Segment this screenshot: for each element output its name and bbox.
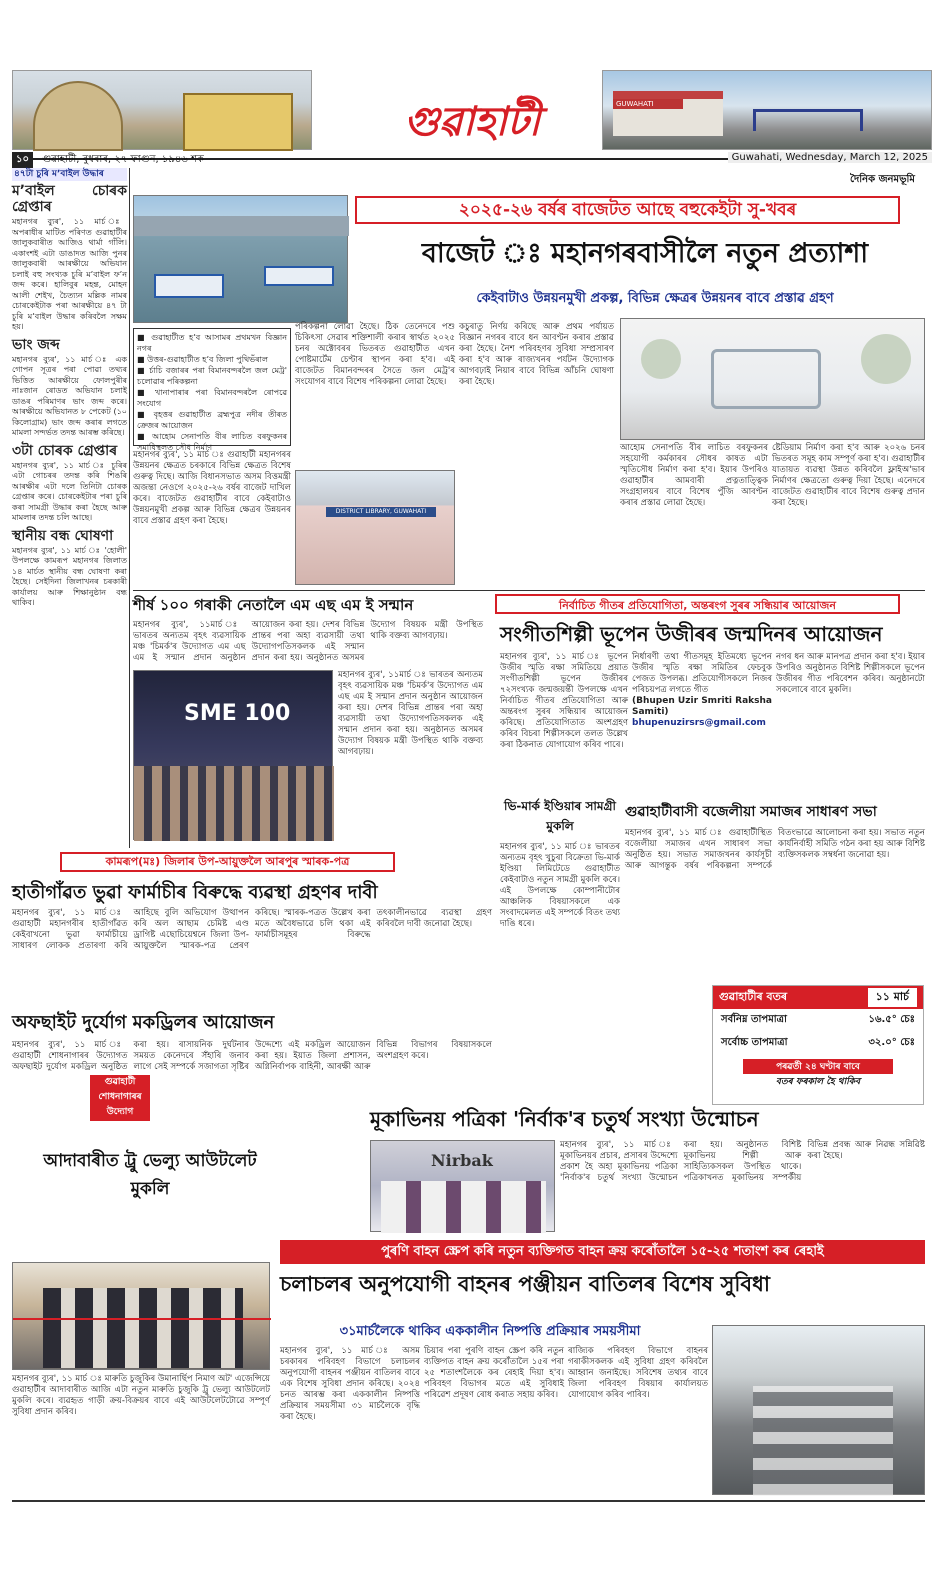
people-group-shape	[43, 1288, 243, 1368]
memorial-structure-shape	[711, 349, 821, 409]
refinery-badge: গুৱাহাটী শোধনাগাৰৰ উদ্যোগ	[90, 1075, 150, 1121]
tree-shape	[861, 334, 911, 384]
date-line-local	[12, 152, 204, 169]
budget-subheadline: কেইবাটাও উন্নয়নমুখী প্ৰকল্প, বিভিন্ন ক্ষেত্ৰৰ উন্নয়নৰ বাবে প্ৰস্তাৱ গ্ৰহণ	[476, 291, 834, 306]
date-local: গুৱাহাটী, বুধবাৰ, ২৭ ফাগুন, ১৯৪৬ শক	[42, 154, 204, 165]
budget-bullet: ■ খানাপাৰাৰ পৰা বিমানবন্দৰলৈ ৰোপৱে সংযোগ	[137, 388, 287, 408]
left-headline-2: ভাং জব্দ	[12, 336, 60, 353]
station-sign: GUWAHATI	[613, 99, 683, 109]
music-society-name: (Bhupen Uzir Smriti Raksha Samiti)	[632, 696, 772, 717]
vehicle-subheadline: ৩১মাৰ্চলৈকে থাকিব এককালীন নিষ্পত্তি প্ৰক্ৰিয়াৰ সময়সীমা	[339, 1324, 641, 1339]
budget-banner	[355, 196, 900, 224]
budget-body-3: কচুৰাতু নিৰ্ণয় কৰিছে আৰু প্ৰথম পৰ্যায়ত বিজ্ঞান নগৰৰ বাবে ধন আবণ্টন কৰাৰ প্ৰস্তাৱ কৰা হৈছে। নৈশ পৰিবহণৰ সুবিধা সম্প্ৰসাৰণ কৰা হ'ব আৰু ৰাজ্যখনৰ পৰ্যটন উদ্যোগক আগবঢ়াই নিয়াৰ বাবে বিভিন্ন আঁচনি ঘোষণা কৰা হৈছে।	[459, 322, 614, 387]
sme-body: মহানগৰ ব্যুৰ', ১১মাৰ্চ ঃ ভাৰতৰ অন্যতম বৃহৎ ব্যৱসায়িক মঞ্চ 'চিমৰ্ক'ৰ উদ্যোগত এম এছ এম ই সন্মান প্ৰদান অনুষ্ঠান আয়োজন কৰা হয়। দেশৰ বিভিন্ন প্ৰান্তৰ পৰা অহা ব্যৱসায়ী তথা উদ্যোগপতিসকলক এই সন্মান প্ৰদান কৰা হয়। অনুষ্ঠানত অসমৰ উদ্যোগ বিষয়ক মন্ত্ৰী উপস্থিত থাকি বক্তব্য আগবঢ়ায়।	[133, 620, 483, 663]
left-tag-1: ৪৭টা চুৰি মʼবাইল উদ্ধাৰ	[12, 168, 127, 181]
kamrup-banner: কামৰূপ(মঃ) জিলাৰ উপ-আয়ুক্তলৈ আৰপুৰ স্মাৰক-পত্ৰ	[60, 852, 395, 872]
vehicle-headline: চলাচলৰ অনুপযোগী বাহনৰ পঞ্জীয়ন বাতিলৰ বিশেষ সুবিধা	[280, 1272, 770, 1296]
music-body-1: মহানগৰ ব্যুৰ', ১১ মাৰ্চ ঃ ভূপেন উজীৰ স্মৃতি ৰক্ষা সমিতিয়ে প্ৰয়াত সংগীতশিল্পী ভূপেন উজীৰৰ ৭২সংখ্যক জন্মজয়ন্তী উপলক্ষে এখন নিৰ্বাচিত গীতৰ প্ৰতিযোগিতা আৰু অন্তৰংগ সুৰৰ সন্ধিয়াৰ আয়োজন কৰিছে। প্ৰতিযোগিতাত অংশগ্ৰহণ কৰিব বিচৰা শিল্পীসকলে তলত উল্লেখ কৰা ঠিকনাত যোগাযোগ কৰিব পাৰে।	[500, 652, 628, 750]
adabari-body: মহানগৰ ব্যুৰ', ১১ মাৰ্চ ঃ মাৰুতি চুজুকিৰ উমানাৰ্ছিপ নিমাণ অট' এজেন্সিয়ে গুৱাহাটীৰ আদাবাৰীত আজি এটা নতুন মাৰুতি চুজুকি ট্ৰু ভেল্যু আউটলেট মুকলি কৰে। ব্যৱহৃত গাড়ী ক্ৰয়-বিক্ৰয়ৰ বাবে এই আউটলেটটোৱে সম্পূৰ্ণ সুবিধা প্ৰদান কৰিব।	[12, 1374, 270, 1417]
vehicle-banner: পুৰণি বাহন স্ক্ৰেপ কৰি নতুন ব্যক্তিগত বাহন ক্ৰয় কৰোঁতালৈ ১৫-২৫ শতাংশ কৰ ৰেহাই	[280, 1240, 925, 1264]
weather-max-label: সৰ্বোচ্চ তাপমাত্ৰা	[721, 1037, 788, 1048]
date-english: Guwahati, Wednesday, March 12, 2025	[728, 152, 932, 163]
weather-min-row	[713, 1009, 923, 1032]
nirbak-headline: মূকাভিনয় পত্ৰিকা 'নিৰ্বাক'ৰ চতুৰ্থ সংখ্যা উন্মোচন	[370, 1107, 759, 1131]
budget-bullet: ■ উত্তৰ-গুৱাহাটীত হʼব জিলা পুথিভঁৰাল	[137, 355, 268, 364]
left-headline-1: মʼবাইল চোৰক গ্ৰেপ্তাৰ	[12, 183, 127, 215]
budget-highlights-box	[133, 328, 291, 452]
masthead-gate-photo	[12, 70, 312, 150]
weather-max-value: ৩২.০° চেঃ	[868, 1037, 915, 1048]
university-gate-shape	[183, 93, 293, 151]
sme-body-cont: মহানগৰ ব্যুৰ', ১১মাৰ্চ ঃ ভাৰতৰ অন্যতম বৃহৎ ব্যৱসায়িক মঞ্চ 'চিমৰ্ক'ৰ উদ্যোগত এম এছ এম ই সন্মান প্ৰদান অনুষ্ঠান আয়োজন কৰা হয়। দেশৰ বিভিন্ন প্ৰান্তৰ পৰা অহা ব্যৱসায়ী তথা উদ্যোগপতিসকলক এই সন্মান প্ৰদান কৰা হয়। অনুষ্ঠানত অসমৰ উদ্যোগ বিষয়ক মন্ত্ৰী উপস্থিত থাকি বক্তব্য আগবঢ়ায়।	[338, 670, 483, 757]
weather-min-label: সৰ্বনিম্ন তাপমাত্ৰা	[721, 1014, 787, 1025]
sme-headline: শীৰ্ষ ১০০ গৰাকী নেতালৈ এম এছ এম ই সন্মান	[133, 596, 414, 614]
left-body-1: মহানগৰ ব্যুৰ', ১১ মাৰ্চ ঃ অপৰাধীৰ মাটিত পৰিণত গুৱাহাটীৰ জালুকবাৰীত আজিও থাৰ্মা গাঁলি। একাংশই এটা ডাঙাদত আজি পুনৰ জালুকবাৰী আৰক্ষীয়ে অভিযান চলাই বহু সংখ্যক চুৰি মʼবাইল ফʼন জব্দ কৰে। হালিবুৰ মহন্ত, মোহন আলী শেইখ, চৈত্য্যন মল্লিক নামৰ চোৰকেইটাক পৰা আৰক্ষীয়ে ৪৭ টা চুৰি মʼবাইল উদ্ধাৰ কৰিবলৈ সক্ষম হয়।	[12, 217, 127, 331]
weather-forecast-label: পৰৱৰ্তী ২৪ ঘণ্টাৰ বাবে	[743, 1059, 893, 1074]
station-building-shape	[613, 91, 723, 136]
vehicle-body-3: ৰাজ্যিক পৰিবহণ বিভাগে বাহনৰ গৰাকীসকলক এই সুবিধা গ্ৰহণ কৰিবলৈ আহ্বান জনাইছে। সবিশেষ তথ্যৰ বাবে জিলা পৰিবহণ বিষয়াৰ কাৰ্যালয়ত যোগাযোগ কৰিব পাৰিব।	[568, 1346, 708, 1400]
budget-bullet: ■ গুৱাহাটীত হʼব আসামৰ প্ৰথমখন বিজ্ঞান নগৰ	[137, 333, 287, 353]
vehicle-body-1: মহানগৰ ব্যুৰ', ১১ মাৰ্চ ঃ অসম চৰকাৰৰ পৰিবহণ বিভাগে চলাচলৰ অনুপযোগী বাহনৰ পঞ্জীয়ন বাতিলৰ বাবে এক বিশেষ সুবিধা প্ৰদান কৰিছে। ২০২৪ চনত আৰম্ভ কৰা এককালীন নিষ্পত্তি প্ৰক্ৰিয়াৰ সময়সীমা ৩১ মাৰ্চলৈকে বৃদ্ধি কৰা হৈছে।	[280, 1346, 420, 1422]
page-number: ১০	[12, 152, 33, 169]
column-divider	[129, 168, 130, 848]
masthead	[12, 70, 932, 165]
ferry-shape-2	[264, 266, 334, 286]
budget-banner-text: ২০২৫-২৬ বৰ্ষৰ বাজেটত আছে বহুকেইটা সু-খবৰ	[458, 200, 797, 220]
vmart-headline: ভি-মাৰ্ক ইণ্ডিয়াৰ সামগ্ৰী মুকলি	[504, 799, 616, 833]
budget-body-4: আহোম সেনাপতি বীৰ লাচিত বৰফুকনৰ সহযোগী কৰ্মকাৰৰ সৌধৰ কাষত এটা স্মৃতিসৌধ নিৰ্মাণ কৰা হ'ব। ইয়াৰ উপৰিও গুৱাহাটীৰ আমবাৰী প্ৰত্নতাত্ত্বিক সংগ্ৰহালয়ৰ বাবে বিশেষ পুঁজি আবণ্টন কৰাৰ প্ৰস্তাৱ লোৱা হৈছে।	[620, 443, 768, 508]
sme-award-photo	[133, 670, 333, 840]
budget-headline: বাজেট ঃ মহানগৰবাসীলৈ নতুন প্ৰত্যাশা	[421, 238, 869, 269]
bajali-body: মহানগৰ ব্যুৰ', ১১ মাৰ্চ ঃ গুৱাহাটীস্থিত বজেলীয়া সমাজৰ এখন সাধাৰণ সভা অনুষ্ঠিত হয়। সভাত সমাজখনৰ কাৰ্যসূচী আৰু আগন্তুক বৰ্ষৰ পৰিকল্পনা সম্পৰ্কে বিতংভাৱে আলোচনা কৰা হয়। সভাত নতুন কাৰ্যনিৰ্বাহী সমিতি গঠন কৰা হয় আৰু বিশিষ্ট ব্যক্তিসকলক সম্বৰ্ধনা জনোৱা হয়।	[625, 828, 925, 871]
budget-body-2: পৰিকল্পনা লোৱা হৈছে। ঠিক তেনেদৰে পশু চিকিৎসা সেৱাৰ শক্তিশালী কৰাৰ স্বাৰ্থত ২০২৫ চনৰ অক্টোবৰৰ ভিতৰত গুৱাহাটীত এখন পোষ্টমাৰ্টেম চেণ্টাৰ স্থাপন কৰা হ'ব। এই বাজেটত বিমানবন্দৰৰ সৈতে জল মেট্ৰ'ৰ সংযোগৰ বাবে বিশেষ পৰিকল্পনা লোৱা হৈছে।	[295, 322, 455, 387]
music-body-2-block	[632, 652, 772, 797]
masthead-city-photo	[602, 70, 932, 150]
left-body-4: মহানগৰ ব্যুৰ', ১১ মাৰ্চ ঃ 'হোলী' উপলক্ষে কামৰূপ মহানগৰ জিলাত ১৪ মাৰ্চত স্থানীয় বন্ধ ঘোষণা কৰা হৈছে। সেইদিনা জিলাখনৰ চৰকাৰী কাৰ্যালয় আৰু শিক্ষানুষ্ঠান বন্ধ থাকিব।	[12, 545, 127, 607]
music-headline: সংগীতশিল্পী ভূপেন উজীৰৰ জন্মদিনৰ আয়োজন	[500, 622, 883, 646]
traffic-road-photo	[712, 1325, 925, 1495]
bajali-headline: গুৱাহাটীবাসী বজেলীয়া সমাজৰ সাধাৰণ সভা	[625, 804, 877, 820]
section-divider	[133, 590, 925, 591]
hatigaon-body: মহানগৰ ব্যুৰ', ১১ মাৰ্চ ঃ গুৱাহাটী মহানগৰীৰ হাতীগাঁৱত কেইবাখনো ভুৱা ফাৰ্মাচীয়ে সাধাৰণ লোকক প্ৰতাৰণা কৰি আহিছে বুলি অভিযোগ উত্থাপন কৰি অল আছাম চেমিষ্ট এণ্ড ড্ৰাগিষ্ট এছোচিয়েশ্বনে জিলা উপ-আয়ুক্তলৈ স্মাৰক-পত্ৰ প্ৰেৰণ কৰিছে। স্মাৰক-পত্ৰত উল্লেখ কৰা মতে অবৈধভাৱে চলি থকা এই ফাৰ্মাচীসমূহৰ বিৰুদ্ধে তৎকালীনভাৱে ব্যৱস্থা গ্ৰহণ কৰিবলৈ দাবী জনোৱা হৈছে।	[12, 908, 492, 951]
showroom-inauguration-photo	[12, 1262, 270, 1370]
tree-shape	[641, 339, 681, 379]
budget-bullet: ■ ৰ্চাচি বজাৰৰ পৰা বিমানবন্দৰলৈ জল মেট্ৰ' চলোৱাৰ পৰিকল্পনা	[137, 366, 287, 386]
weather-date: ১১ মাৰ্চ	[868, 988, 917, 1007]
music-email-link[interactable]: bhupenuzirsrs@gmail.com	[632, 718, 766, 728]
people-group-shape	[381, 1181, 546, 1233]
nirbak-body: মহানগৰ ব্যুৰ', ১১ মাৰ্চ ঃ মূকাভিনয়ৰ প্ৰচাৰ, প্ৰসাৰৰ উদ্দেশ্যে প্ৰকাশ হৈ অহা মূকাভিনয় পত্ৰিকা 'নিৰ্বাক'ৰ চতুৰ্থ সংখ্যা উন্মোচন কৰা হয়। অনুষ্ঠানত বিশিষ্ট মূকাভিনয় শিল্পী আৰু সাহিত্যিকসকল উপস্থিত থাকে। পত্ৰিকাখনত মূকাভিনয় সম্পৰ্কীয় বিভিন্ন প্ৰবন্ধ আৰু নিৱন্ধ সন্নিৱিষ্ট কৰা হৈছে।	[560, 1140, 925, 1183]
weather-min-value: ১৬.৫° চেঃ	[868, 1014, 915, 1025]
offsite-drill-body: মহানগৰ ব্যুৰ', ১১ মাৰ্চ ঃ গুৱাহাটী শোধনাগাৰৰ উদ্যোগত অফছাইট দুৰ্যোগ মকড্ৰিল অনুষ্ঠিত কৰা হয়। ৰাসায়নিক দুৰ্ঘটনাৰ সময়ত কেনেদৰে সঁহাৰি জনাব লাগে সেই সম্পৰ্কে সজাগতা সৃষ্টিৰ উদ্দেশ্যে এই মকড্ৰিল আয়োজন কৰা হয়। ইয়াত জিলা প্ৰশাসন, অগ্নিনিৰ্বাপক বাহিনী, আৰক্ষী আৰু বিভিন্ন বিভাগৰ বিষয়াসকলে অংশগ্ৰহণ কৰে।	[12, 1040, 492, 1072]
nirbak-launch-photo	[370, 1140, 555, 1232]
award-group-shape	[134, 766, 334, 841]
bridge-shape	[753, 109, 863, 131]
music-body-3: নগৰ ধন আৰু মানপত্ৰ প্ৰদান কৰা হ'ব। ইয়াৰ উপৰিও অনুষ্ঠানত বিশিষ্ট শিল্পীসকলে ভূপেন উজীৰৰ গীত পৰিবেশন কৰিব। অনুষ্ঠানটো সকলোৰে বাবে মুকলি।	[776, 652, 925, 695]
district-library-photo	[295, 470, 455, 585]
gate-arch-shape	[33, 81, 123, 151]
library-sign: DISTRICT LIBRARY, GUWAHATI	[326, 507, 436, 517]
vehicles-shape	[753, 1386, 893, 1496]
weather-title: গুৱাহাটীৰ বতৰ	[719, 990, 788, 1003]
brand-name: দৈনিক জনমভূমি	[850, 174, 915, 185]
weather-title-bar	[713, 986, 923, 1009]
skyline-shape	[134, 216, 349, 236]
sme-stage-banner: SME 100	[184, 701, 291, 726]
memorial-rendering-photo	[620, 318, 925, 440]
budget-body-5: ষ্টেডিয়াম নিৰ্মাণ কৰা হ'ব আৰু ২০২৬ চনৰ ভিতৰত সমূহ কাম সম্পূৰ্ণ কৰা হ'ব। গুৱাহাটীৰ যাতায়ত ব্যৱস্থা উন্নত কৰিবলৈ ফ্লাইঅ'ভাৰ নিৰ্মাণৰ ক্ষেত্ৰতো গুৰুত্ব দিয়া হৈছে। এনেদৰে বাজেটত গুৱাহাটীৰ বাবে বিশেষ গুৰুত্ব প্ৰদান কৰা হৈছে।	[772, 443, 925, 508]
left-headline-3: ৩টা চোৰক গ্ৰেপ্তাৰ	[12, 442, 118, 459]
music-banner: নিৰ্বাচিত গীতৰ প্ৰতিযোগিতা, অন্তৰংগ সুৰৰ সন্ধিয়াৰ আয়োজন	[495, 594, 900, 614]
weather-max-row	[713, 1032, 923, 1055]
hatigaon-headline: হাতীগাঁৱত ভুৱা ফাৰ্মাচীৰ বিৰুদ্ধে ব্যৱস্থা গ্ৰহণৰ দাবী	[12, 882, 378, 903]
newspaper-logo: গুৱাহাটী	[403, 98, 541, 145]
left-body-2: মহানগৰ ব্যুৰ', ১১ মাৰ্চ ঃ এক গোপন সূত্ৰৰ পৰা পোৱা তথ্যৰ ভিত্তিত আৰক্ষীয়ে ফোলপুৰীৰ নাঃজান ৰোডত অভিযান চলাই ডাঙৰ পৰিমাণৰ ভাং জব্দ কৰে। আৰক্ষীয়ে অভিযানত ৮ পেকেট (১০ কিলোগ্ৰাম) ভাং জব্দ কৰাৰ লগতে মামলা সন্দৰ্ভত তদন্ত আৰম্ভ কৰিছে।	[12, 354, 127, 437]
ferry-river-photo	[133, 195, 348, 323]
ribbon-shape	[13, 1318, 271, 1320]
left-headline-4: স্থানীয় বন্ধ ঘোষণা	[12, 527, 114, 544]
left-body-3: মহানগৰ ব্যুৰ', ১১ মাৰ্চ ঃ চুৰিৰ এটা গোচৰৰ তদন্ত কৰি শিঙৰি আৰক্ষীৰ এটা দলে তিনিটা চোৰক গ্ৰেপ্তাৰ কৰে। চোৰকেইটাৰ পৰা চুৰি কৰা সামগ্ৰী উদ্ধাৰ কৰা হৈছে আৰু মামলাৰ তদন্ত চলি আছে।	[12, 460, 127, 522]
budget-bullet: ■ আহোম সেনাপতি বীৰ লাচিত বৰফুকনৰ সমাধিস্থলত সৌধ নিৰ্মাণ	[137, 432, 287, 452]
budget-body-1: মহানগৰ ব্যুৰ', ১১ মাৰ্চ ঃ গুৱাহাটী মহানগৰৰ উন্নয়নৰ ক্ষেত্ৰত চৰকাৰে বিভিন্ন ক্ষেত্ৰত বিশেষ গুৰুত্ব দিছে। আজি বিধানসভাত অসম বিত্তমন্ত্ৰী অজন্তা নেওগে ২০২৫-২৬ বৰ্ষৰ বাজেট দাখিল কৰে। বাজেটত গুৱাহাটীৰ বাবে কেইবাটাও উন্নয়নমুখী প্ৰকল্প আৰু বিভিন্ন ক্ষেত্ৰৰ উন্নয়নৰ বাবে প্ৰস্তাৱ গ্ৰহণ কৰা হৈছে।	[133, 450, 291, 526]
vmart-body: মহানগৰ ব্যুৰ', ১১ মাৰ্চ ঃ ভাৰতৰ অন্যতম বৃহৎ খুচুৰা বিক্ৰেতা ভি-মাৰ্ক ইণ্ডিয়া লিমিটেডে গুৱাহাটীত কেইবাটাও নতুন সামগ্ৰী মুকলি কৰে। এই উপলক্ষে কোম্পানীটোৰ আঞ্চলিক বিষয়াসকলে এক সংবাদমেলত এই সম্পৰ্কে বিতং তথ্য দাঙি ধৰে।	[500, 842, 620, 929]
adabari-headline: আদাবাৰীত ট্ৰু ভেল্যু আউটলেট মুকলি	[43, 1151, 257, 1199]
nirbak-magazine-title: Nirbak	[431, 1151, 493, 1170]
weather-forecast-text: বতৰ ফৰকাল হৈ থাকিব	[775, 1077, 861, 1087]
ferry-shape-1	[154, 274, 224, 298]
budget-bullet: ■ বৃহত্তৰ গুৱাহাটীত ব্ৰহ্মপুত্ৰ নদীৰ তীৰত ক্ৰেজৰ আয়োজন	[137, 410, 287, 430]
weather-box	[712, 985, 924, 1105]
offsite-drill-headline: অফছাইট দুৰ্যোগ মকড্ৰিলৰ আয়োজন	[12, 1012, 275, 1033]
vehicle-body-2: চিয়াৰ পৰা পুৰণি বাহন স্ক্ৰেপ কৰি নতুন ব্যক্তিগত বাহন ক্ৰয় কৰোঁতালৈ ১৫ৰ পৰা ২৫ শতাংশলৈকে কৰ ৰেহাই দিয়া হ'ব। পৰিবহণ বিভাগৰ মতে এই সুবিধাই পৰিৱেশ প্ৰদূষণ ৰোধ কৰাত সহায় কৰিব।	[424, 1346, 564, 1400]
left-news-column	[12, 168, 127, 858]
music-body-2: নিৰ্ধাৰণী তথা গীতসমূহ ইতিমধ্যে ভূপেন উজীৰ স্মৃতি ৰক্ষা সমিতিৰ ফেচবুক পেজত উপলব্ধ। প্ৰতিযোগীসকলে নিজৰ পৰিচয়পত্ৰ লগতে গীত	[632, 652, 772, 695]
page-bottom-rule	[12, 1500, 925, 1502]
